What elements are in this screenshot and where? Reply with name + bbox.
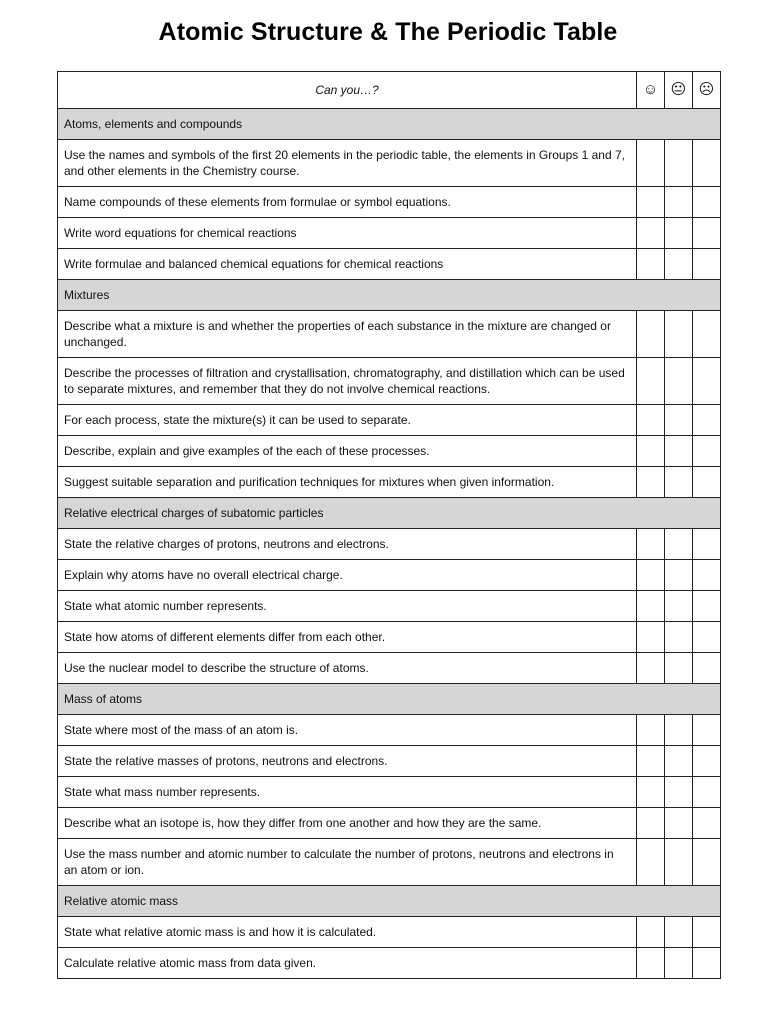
rating-neutral-checkbox[interactable] xyxy=(665,808,693,839)
section-heading: Relative atomic mass xyxy=(58,886,721,917)
rating-sad-checkbox[interactable] xyxy=(693,948,721,979)
rating-sad-checkbox[interactable] xyxy=(693,249,721,280)
rating-neutral-checkbox[interactable] xyxy=(665,715,693,746)
table-row xyxy=(58,948,721,979)
rating-sad-checkbox[interactable] xyxy=(693,653,721,684)
header-row xyxy=(58,72,721,109)
rating-smile-checkbox[interactable] xyxy=(637,808,665,839)
objective-text: Use the nuclear model to describe the structure of atoms. xyxy=(58,653,637,684)
section-heading: Relative electrical charges of subatomic particles xyxy=(58,498,721,529)
rating-sad-checkbox[interactable] xyxy=(693,311,721,358)
rating-smile-checkbox[interactable] xyxy=(637,653,665,684)
rating-neutral-checkbox[interactable] xyxy=(665,653,693,684)
rating-neutral-checkbox[interactable] xyxy=(665,591,693,622)
rating-neutral-checkbox[interactable] xyxy=(665,405,693,436)
section-heading: Mixtures xyxy=(58,280,721,311)
rating-smile-checkbox[interactable] xyxy=(637,839,665,886)
section-row xyxy=(58,498,721,529)
rating-smile-checkbox[interactable] xyxy=(637,311,665,358)
objective-text: State how atoms of different elements differ from each other. xyxy=(58,622,637,653)
rating-smile-checkbox[interactable] xyxy=(637,591,665,622)
table-row xyxy=(58,187,721,218)
rating-smile-checkbox[interactable] xyxy=(637,405,665,436)
objective-text: Name compounds of these elements from formulae or symbol equations. xyxy=(58,187,637,218)
sad-face-icon: ☹ xyxy=(693,72,721,109)
rating-neutral-checkbox[interactable] xyxy=(665,249,693,280)
table-row xyxy=(58,917,721,948)
section-row xyxy=(58,684,721,715)
can-you-header: Can you…? xyxy=(58,72,637,109)
rating-smile-checkbox[interactable] xyxy=(637,358,665,405)
objective-text: State what mass number represents. xyxy=(58,777,637,808)
table-row xyxy=(58,560,721,591)
table-row xyxy=(58,715,721,746)
rating-sad-checkbox[interactable] xyxy=(693,218,721,249)
rating-sad-checkbox[interactable] xyxy=(693,591,721,622)
rating-sad-checkbox[interactable] xyxy=(693,358,721,405)
rating-smile-checkbox[interactable] xyxy=(637,746,665,777)
rating-neutral-checkbox[interactable] xyxy=(665,917,693,948)
rating-neutral-checkbox[interactable] xyxy=(665,560,693,591)
rating-smile-checkbox[interactable] xyxy=(637,218,665,249)
rating-sad-checkbox[interactable] xyxy=(693,529,721,560)
rating-sad-checkbox[interactable] xyxy=(693,187,721,218)
objective-text: Describe the processes of filtration and crystallisation, chromatography, and distillation which can be used to separate mixtures, and remember that they do not involve chemical reactions. xyxy=(58,358,637,405)
rating-neutral-checkbox[interactable] xyxy=(665,218,693,249)
rating-neutral-checkbox[interactable] xyxy=(665,311,693,358)
rating-neutral-checkbox[interactable] xyxy=(665,140,693,187)
table-row xyxy=(58,358,721,405)
rating-sad-checkbox[interactable] xyxy=(693,140,721,187)
objective-text: Describe what a mixture is and whether the properties of each substance in the mixture are changed or unchanged. xyxy=(58,311,637,358)
section-row xyxy=(58,280,721,311)
rating-smile-checkbox[interactable] xyxy=(637,436,665,467)
objective-text: For each process, state the mixture(s) it can be used to separate. xyxy=(58,405,637,436)
objective-text: Use the names and symbols of the first 20 elements in the periodic table, the elements in Groups 1 and 7, and other elements in the Chemistry course. xyxy=(58,140,637,187)
objective-text: Describe, explain and give examples of the each of these processes. xyxy=(58,436,637,467)
neutral-face-icon: 😐 xyxy=(665,72,693,109)
objective-text: Suggest suitable separation and purification techniques for mixtures when given information. xyxy=(58,467,637,498)
rating-sad-checkbox[interactable] xyxy=(693,405,721,436)
rating-smile-checkbox[interactable] xyxy=(637,917,665,948)
smile-face-icon: ☺ xyxy=(637,72,665,109)
rating-sad-checkbox[interactable] xyxy=(693,560,721,591)
rating-sad-checkbox[interactable] xyxy=(693,436,721,467)
section-heading: Mass of atoms xyxy=(58,684,721,715)
table-row xyxy=(58,808,721,839)
table-row xyxy=(58,653,721,684)
rating-sad-checkbox[interactable] xyxy=(693,622,721,653)
rating-neutral-checkbox[interactable] xyxy=(665,839,693,886)
table-row xyxy=(58,746,721,777)
rating-smile-checkbox[interactable] xyxy=(637,187,665,218)
table-row xyxy=(58,529,721,560)
objective-text: Use the mass number and atomic number to calculate the number of protons, neutrons and electrons in an atom or ion. xyxy=(58,839,637,886)
rating-neutral-checkbox[interactable] xyxy=(665,187,693,218)
table-row xyxy=(58,140,721,187)
table-row xyxy=(58,591,721,622)
rating-smile-checkbox[interactable] xyxy=(637,467,665,498)
rating-neutral-checkbox[interactable] xyxy=(665,467,693,498)
rating-smile-checkbox[interactable] xyxy=(637,140,665,187)
section-row xyxy=(58,886,721,917)
rating-neutral-checkbox[interactable] xyxy=(665,622,693,653)
rating-neutral-checkbox[interactable] xyxy=(665,529,693,560)
rating-neutral-checkbox[interactable] xyxy=(665,948,693,979)
rating-neutral-checkbox[interactable] xyxy=(665,436,693,467)
rating-smile-checkbox[interactable] xyxy=(637,529,665,560)
objective-text: Explain why atoms have no overall electrical charge. xyxy=(58,560,637,591)
objective-text: State the relative masses of protons, neutrons and electrons. xyxy=(58,746,637,777)
rating-neutral-checkbox[interactable] xyxy=(665,358,693,405)
rating-neutral-checkbox[interactable] xyxy=(665,746,693,777)
checklist-table xyxy=(57,71,721,979)
objective-text: Write formulae and balanced chemical equations for chemical reactions xyxy=(58,249,637,280)
objective-text: State what relative atomic mass is and how it is calculated. xyxy=(58,917,637,948)
table-row xyxy=(58,311,721,358)
table-row xyxy=(58,436,721,467)
table-row xyxy=(58,777,721,808)
rating-sad-checkbox[interactable] xyxy=(693,839,721,886)
rating-smile-checkbox[interactable] xyxy=(637,948,665,979)
rating-smile-checkbox[interactable] xyxy=(637,622,665,653)
section-row xyxy=(58,109,721,140)
rating-smile-checkbox[interactable] xyxy=(637,249,665,280)
objective-text: Write word equations for chemical reactions xyxy=(58,218,637,249)
objective-text: Describe what an isotope is, how they differ from one another and how they are the same. xyxy=(58,808,637,839)
rating-sad-checkbox[interactable] xyxy=(693,746,721,777)
page-title: Atomic Structure & The Periodic Table xyxy=(158,18,618,46)
objective-text: State where most of the mass of an atom is. xyxy=(58,715,637,746)
table-row xyxy=(58,249,721,280)
rating-smile-checkbox[interactable] xyxy=(637,777,665,808)
rating-sad-checkbox[interactable] xyxy=(693,467,721,498)
rating-smile-checkbox[interactable] xyxy=(637,715,665,746)
rating-sad-checkbox[interactable] xyxy=(693,808,721,839)
table-row xyxy=(58,218,721,249)
table-row xyxy=(58,839,721,886)
table-row xyxy=(58,467,721,498)
rating-smile-checkbox[interactable] xyxy=(637,560,665,591)
rating-sad-checkbox[interactable] xyxy=(693,917,721,948)
rating-neutral-checkbox[interactable] xyxy=(665,777,693,808)
objective-text: State the relative charges of protons, neutrons and electrons. xyxy=(58,529,637,560)
rating-sad-checkbox[interactable] xyxy=(693,777,721,808)
section-heading: Atoms, elements and compounds xyxy=(58,109,721,140)
table-row xyxy=(58,405,721,436)
objective-text: State what atomic number represents. xyxy=(58,591,637,622)
objective-text: Calculate relative atomic mass from data given. xyxy=(58,948,637,979)
table-row xyxy=(58,622,721,653)
rating-sad-checkbox[interactable] xyxy=(693,715,721,746)
